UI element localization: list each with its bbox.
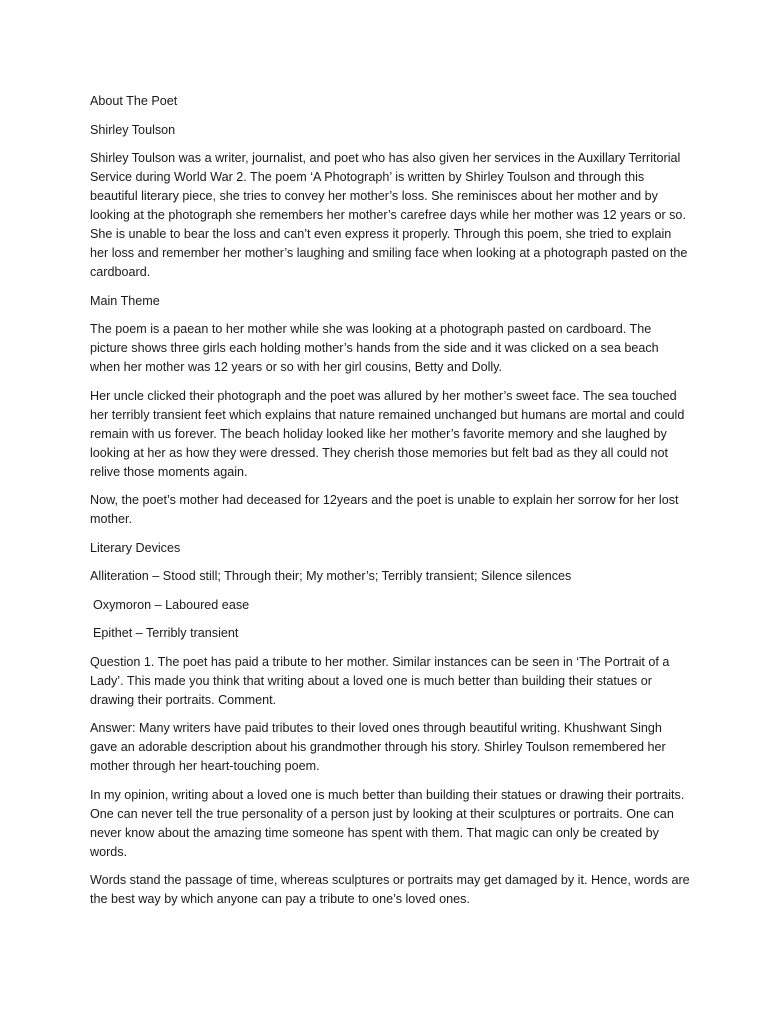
heading-literary-devices: Literary Devices: [90, 540, 181, 555]
paragraph-theme-3: Now, the poet’s mother had deceased for 12years and the poet is unable to explain her sorrow for her lost mother.: [90, 493, 679, 526]
device-alliteration: Alliteration – Stood still; Through their; My mother’s; Terribly transient; Silence silences: [90, 569, 572, 583]
device-epithet: Epithet – Terribly transient: [93, 626, 239, 640]
heading-about-the-poet: About The Poet: [90, 94, 178, 108]
answer-paragraph-1: Answer: Many writers have paid tributes to their loved ones through beautiful writing. Khushwant Singh gave an adorable description about his grandmother through his story. Shirley Toulson remembered her mother through her heart-touching poem.: [90, 721, 666, 773]
heading-main-theme: Main Theme: [90, 293, 160, 308]
document-page: [90, 92, 690, 919]
answer-paragraph-2: In my opinion, writing about a loved one is much better than building their statues or drawing their portraits. One can never tell the true personality of a person just by looking at their sculptures or portraits. One can never know about the amazing time someone has spent with them. That magic can only be created by words.: [90, 787, 685, 859]
heading-poet-name: Shirley Toulson: [90, 122, 176, 137]
question-1: Question 1. The poet has paid a tribute to her mother. Similar instances can be seen in ‘The Portrait of a Lady’. This made you think that writing about a loved one is much better than building their statues or drawing their portraits. Comment.: [90, 654, 670, 707]
paragraph-theme-2: Her uncle clicked their photograph and the poet was allured by her mother’s sweet face. The sea touched her terribly transient feet which explains that nature remained unchanged but humans are mortal and could remain with us forever. The beach holiday looked like her mother’s favorite memory and she laughed by looking at her as how they were dressed. They cherish those memories but felt bad as they all could not relive those moments again.: [90, 388, 685, 479]
paragraph-theme-1: The poem is a paean to her mother while she was looking at a photograph pasted on cardboard. The picture shows three girls each holding mother’s hands from the side and it was clicked on a sea beach when her mother was 12 years or so with her girl cousins, Betty and Dolly.: [90, 322, 659, 374]
device-oxymoron: Oxymoron – Laboured ease: [93, 597, 250, 612]
answer-paragraph-3: Words stand the passage of time, whereas sculptures or portraits may get damaged by it. Hence, words are the best way by which anyone can pay a tribute to one’s loved ones.: [90, 873, 690, 906]
paragraph-poet-bio: Shirley Toulson was a writer, journalist, and poet who has also given her services in the Auxillary Territorial Service during World War 2. The poem ‘A Photograph’ is written by Shirley Toulson and through this beautiful literary piece, she tries to convey her mother’s loss. She reminisces about her mother and by looking at the photograph she remembers her mother’s carefree days while her mother was 12 years or so. She is unable to bear the loss and can’t even express it properly. Through this poem, she tried to explain her loss and remember her mother’s laughing and smiling face when looking at a photograph pasted on the cardboard.: [90, 151, 688, 279]
